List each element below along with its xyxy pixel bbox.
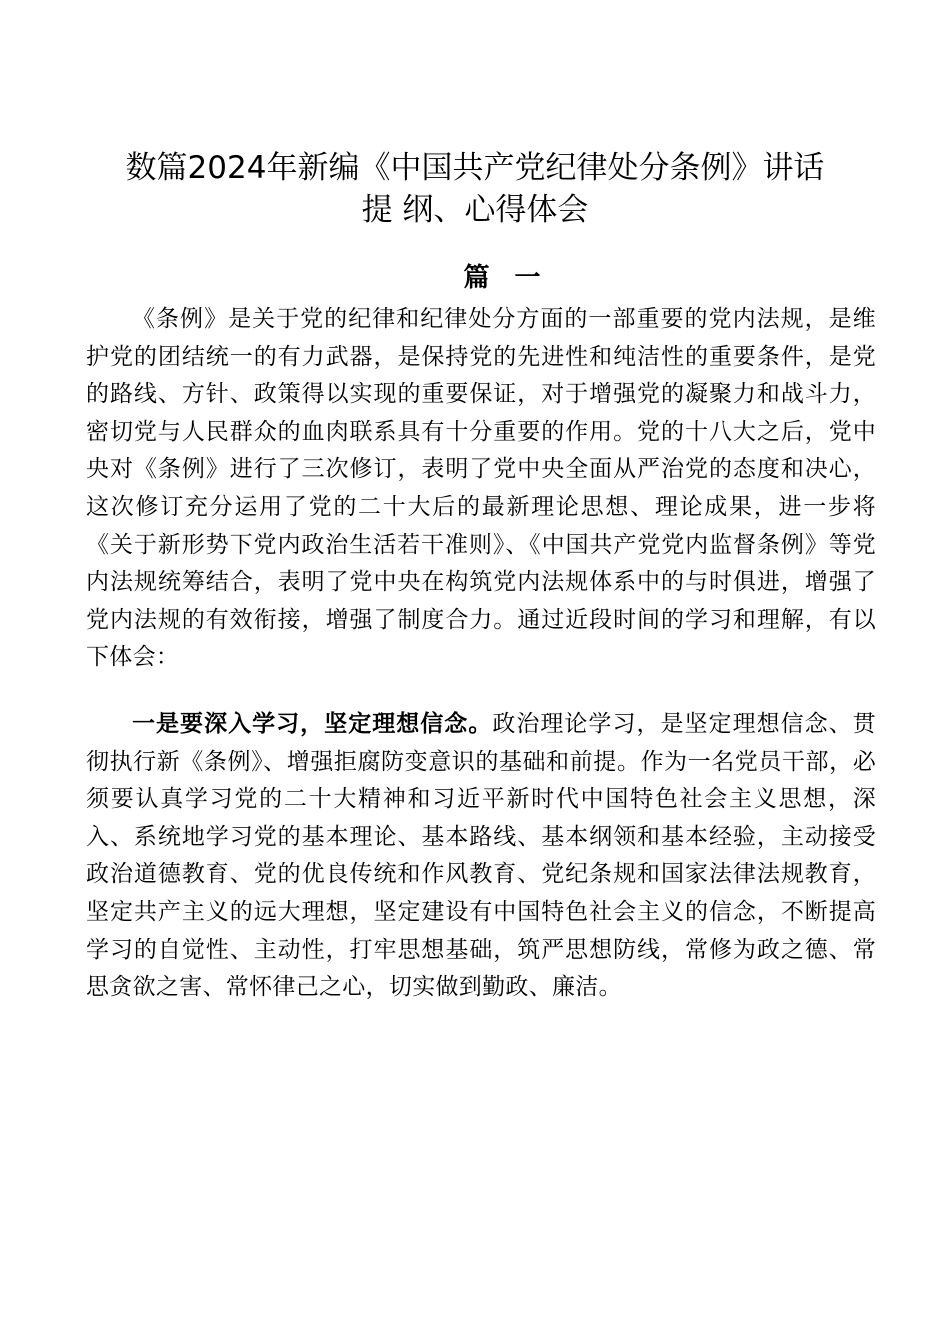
- paragraph-body-text: 政治理论学习，是坚定理想信念、贯彻执行新《条例》、增强拒腐防变意识的基础和前提。作为一名党员干部，必须要认真学习党的二十大精神和习近平新时代中国特色社会主义思想，深入、系统地学习党的基本理论、基本路线、基本纲领和基本经验，主动接受政治道德教育、党的优良传统和作风教育、党纪条规和国家法律法规教育，坚定共产主义的远大理想，坚定建设有中国特色社会主义的信念，不断提高学习的自觉性、主动性，打牢思想基础，筑严思想防线，常修为政之德、常思贪欲之害、常怀律己之心，切实做到勤政、廉洁。: [86, 711, 876, 1001]
- body-paragraph-1: 《条例》是关于党的纪律和纪律处分方面的一部重要的党内法规，是维护党的团结统一的有力武器，是保持党的先进性和纯洁性的重要条件，是党的路线、方针、政策得以实现的重要保证，对于增强党的凝聚力和战斗力，密切党与人民群众的血肉联系具有十分重要的作用。党的十八大之后，党中央对《条例》进行了三次修订，表明了党中央全面从严治党的态度和决心，这次修订充分运用了党的二十大后的最新理论思想、理论成果，进一步将《关于新形势下党内政治生活若干准则》、《中国共产党党内监督条例》等党内法规统筹结合，表明了党中央在构筑党内法规体系中的与时俱进，增强了党内法规的有效衔接，增强了制度合力。通过近段时间的学习和理解，有以下体会：: [86, 306, 876, 671]
- section-heading: 篇 一: [463, 263, 549, 293]
- document-title-line2: 提 纲、心得体会: [361, 191, 589, 228]
- document-title-line1: 数篇2024年新编《中国共产党纪律处分条例》讲话: [125, 149, 825, 186]
- body-paragraph-2: [86, 706, 876, 1007]
- document-title: [60, 147, 890, 231]
- paragraph-lead-sentence: 一是要深入学习，坚定理想信念。: [132, 711, 493, 737]
